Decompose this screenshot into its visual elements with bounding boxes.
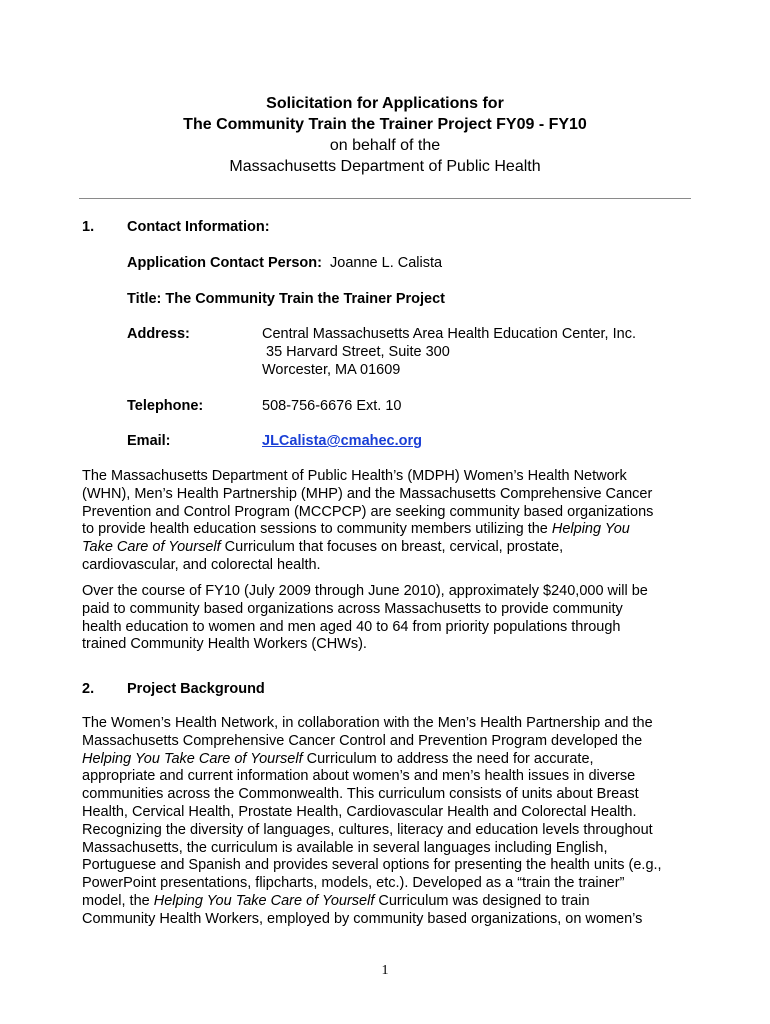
text-line: Health, Cervical Health, Prostate Health, Cardiovascular Health and Colorectal Health. [82, 803, 637, 820]
text-line: appropriate and current information about women’s and men’s health issues in diverse [82, 768, 636, 785]
page-number: 1 [381, 963, 389, 978]
address-line-2: 35 Harvard Street, Suite 300 [262, 344, 450, 360]
text-run: Curriculum that focuses on breast, cervical, prostate, [220, 539, 564, 556]
text-line [82, 751, 702, 769]
section-1-heading: Contact Information: [127, 219, 270, 235]
text-line: Over the course of FY10 (July 2009 through June 2010), approximately $240,000 will be [82, 583, 648, 599]
title-line-4: Massachusetts Department of Public Health [229, 158, 541, 175]
text-line [82, 521, 702, 539]
document-title-block [0, 93, 770, 177]
email-link[interactable]: JLCalista@cmahec.org [262, 433, 423, 449]
title-line-2: The Community Train the Trainer Project FY09 - FY10 [183, 116, 587, 133]
text-line: Community Health Workers, employed by community based organizations, on women’s [82, 910, 643, 927]
text-run: Curriculum was designed to train [374, 892, 590, 909]
email-label: Email: [127, 433, 171, 449]
text-line: (WHN), Men’s Health Partnership (MHP) and the Massachusetts Comprehensive Cancer [82, 485, 653, 502]
text-run: model, the [82, 892, 154, 909]
text-line: PowerPoint presentations, flipcharts, models, etc.). Developed as a “train the trainer” [82, 875, 625, 892]
curriculum-title: Helping You [551, 521, 630, 538]
text-line: Recognizing the diversity of languages, cultures, literacy and education levels throughout [82, 821, 653, 838]
curriculum-title: Helping You Take Care of Yourself [153, 892, 375, 909]
text-line: The Women’s Health Network, in collaboration with the Men’s Health Partnership and the [82, 715, 653, 731]
address-line-1: Central Massachusetts Area Health Education Center, Inc. [262, 326, 636, 342]
section-1-number: 1. [82, 219, 95, 235]
telephone-value: 508-756-6676 Ext. 10 [262, 398, 402, 414]
text-line: health education to women and men aged 40 to 64 from priority populations through [82, 618, 621, 635]
telephone-label: Telephone: [127, 398, 204, 414]
title-line-1: Solicitation for Applications for [266, 95, 504, 112]
background-paragraph [82, 715, 702, 929]
text-run: to provide health education sessions to community members utilizing the [82, 521, 552, 538]
project-title-line: Title: The Community Train the Trainer Project [127, 291, 445, 307]
contact-person-row [127, 254, 442, 272]
intro-paragraph-1 [82, 468, 702, 575]
text-line: Prevention and Control Program (MCCPCP) are seeking community based organizations [82, 503, 654, 520]
contact-person-label: Application Contact Person: [127, 255, 322, 271]
text-line: trained Community Health Workers (CHWs). [82, 636, 367, 653]
text-line [82, 539, 702, 557]
text-line: cardiovascular, and colorectal health. [82, 556, 321, 573]
intro-paragraph-2 [82, 583, 702, 654]
section-2-heading: Project Background [127, 681, 265, 697]
text-line [82, 893, 702, 911]
curriculum-title: Take Care of Yourself [82, 539, 221, 556]
text-line: communities across the Commonwealth. This curriculum consists of units about Breast [82, 786, 639, 803]
text-line: Portuguese and Spanish and provides several options for presenting the health units (e.g., [82, 857, 662, 874]
address-line-3: Worcester, MA 01609 [262, 362, 401, 378]
text-line: Massachusetts, the curriculum is available in several languages including English, [82, 839, 608, 856]
horizontal-divider [79, 198, 691, 199]
text-run: Curriculum to address the need for accurate, [302, 750, 594, 767]
curriculum-title: Helping You Take Care of Yourself [82, 750, 303, 767]
text-line: Massachusetts Comprehensive Cancer Control and Prevention Program developed the [82, 732, 643, 749]
contact-person-value: Joanne L. Calista [330, 255, 443, 271]
text-line: The Massachusetts Department of Public Health’s (MDPH) Women’s Health Network [82, 468, 627, 484]
address-label: Address: [127, 326, 190, 342]
text-line: paid to community based organizations across Massachusetts to provide community [82, 600, 623, 617]
section-2-number: 2. [82, 681, 95, 697]
title-line-3: on behalf of the [329, 137, 441, 154]
